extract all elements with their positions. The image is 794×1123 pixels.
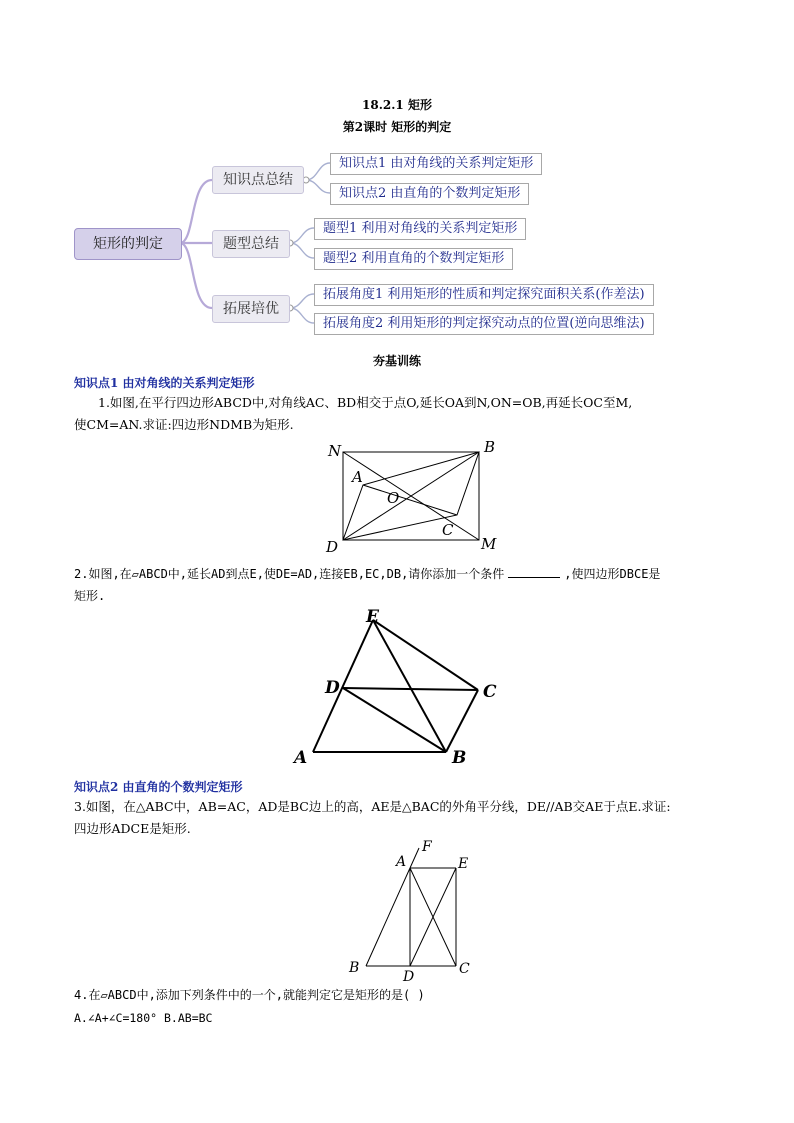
answer-blank[interactable] [508,565,560,578]
page-subtitle: 第2课时 矩形的判定 [342,120,452,134]
label-A: A [352,468,363,486]
label-F: F [422,839,432,855]
figure-1 [320,438,510,556]
mindmap-branch-extension: 拓展培优 [212,295,290,323]
label-N: N [328,442,342,460]
question-4-line-1: 4.在▱ABCD中,添加下列条件中的一个,就能判定它是矩形的是( ) [74,988,425,1002]
label-A: A [294,748,308,768]
label-B: B [349,960,360,976]
question-1-line-2: 使CM=AN.求证:四边形NDMB为矩形. [74,417,294,432]
figure-3 [340,835,480,985]
question-2-text-a: 2.如图,在▱ABCD中,延长AD到点E,使DE=AD,连接EB,EC,DB,请你添加一个条件 [74,567,505,581]
question-4-options: A.∠A+∠C=180° B.AB=BC [74,1011,213,1025]
label-M: M [481,535,497,553]
mindmap-root: 矩形的判定 [74,228,182,260]
section-heading: 夯基训练 [372,354,421,368]
question-2-line-1 [74,563,734,585]
question-1-line-1: 1.如图,在平行四边形ABCD中,对角线AC、BD相交于点O,延长OA到N,ON=OB,再延长OC至M, [98,395,633,410]
question-3-line-1: 3.如图，在△ABC中，AB=AC，AD是BC边上的高，AE是△BAC的外角平分线，DE//AB交AE于点E.求证: [74,799,671,814]
label-C: C [442,521,454,539]
label-D: D [325,678,340,698]
label-A: A [396,854,407,870]
question-3-line-2: 四边形ADCE是矩形. [74,821,191,836]
knowledge-point-1-heading: 知识点1 由对角线的关系判定矩形 [74,376,255,390]
mindmap-leaf: 题型1 利用对角线的关系判定矩形 [314,218,526,240]
mindmap-branch-question-types: 题型总结 [212,230,290,258]
label-B: B [452,748,467,768]
mindmap-leaf: 拓展角度2 利用矩形的判定探究动点的位置(逆向思维法) [314,313,654,335]
label-D: D [326,538,339,556]
question-2-text-b: ,使四边形DBCE是 [564,567,661,581]
figure-2 [290,603,510,771]
question-2-line-2: 矩形. [74,589,106,603]
mindmap-leaf: 知识点1 由对角线的关系判定矩形 [330,153,542,175]
label-E: E [366,607,379,627]
mindmap-leaf: 知识点2 由直角的个数判定矩形 [330,183,529,205]
page-title: 18.2.1 矩形 [362,98,432,112]
label-B: B [484,438,496,456]
label-O: O [387,489,400,507]
label-C: C [459,961,470,977]
label-C: C [483,682,497,702]
knowledge-point-2-heading: 知识点2 由直角的个数判定矩形 [74,780,243,794]
mindmap-leaf: 题型2 利用直角的个数判定矩形 [314,248,513,270]
mindmap-branch-knowledge: 知识点总结 [212,166,304,194]
mindmap-leaf: 拓展角度1 利用矩形的性质和判定探究面积关系(作差法) [314,284,654,306]
label-E: E [458,856,469,872]
label-D: D [403,969,415,985]
